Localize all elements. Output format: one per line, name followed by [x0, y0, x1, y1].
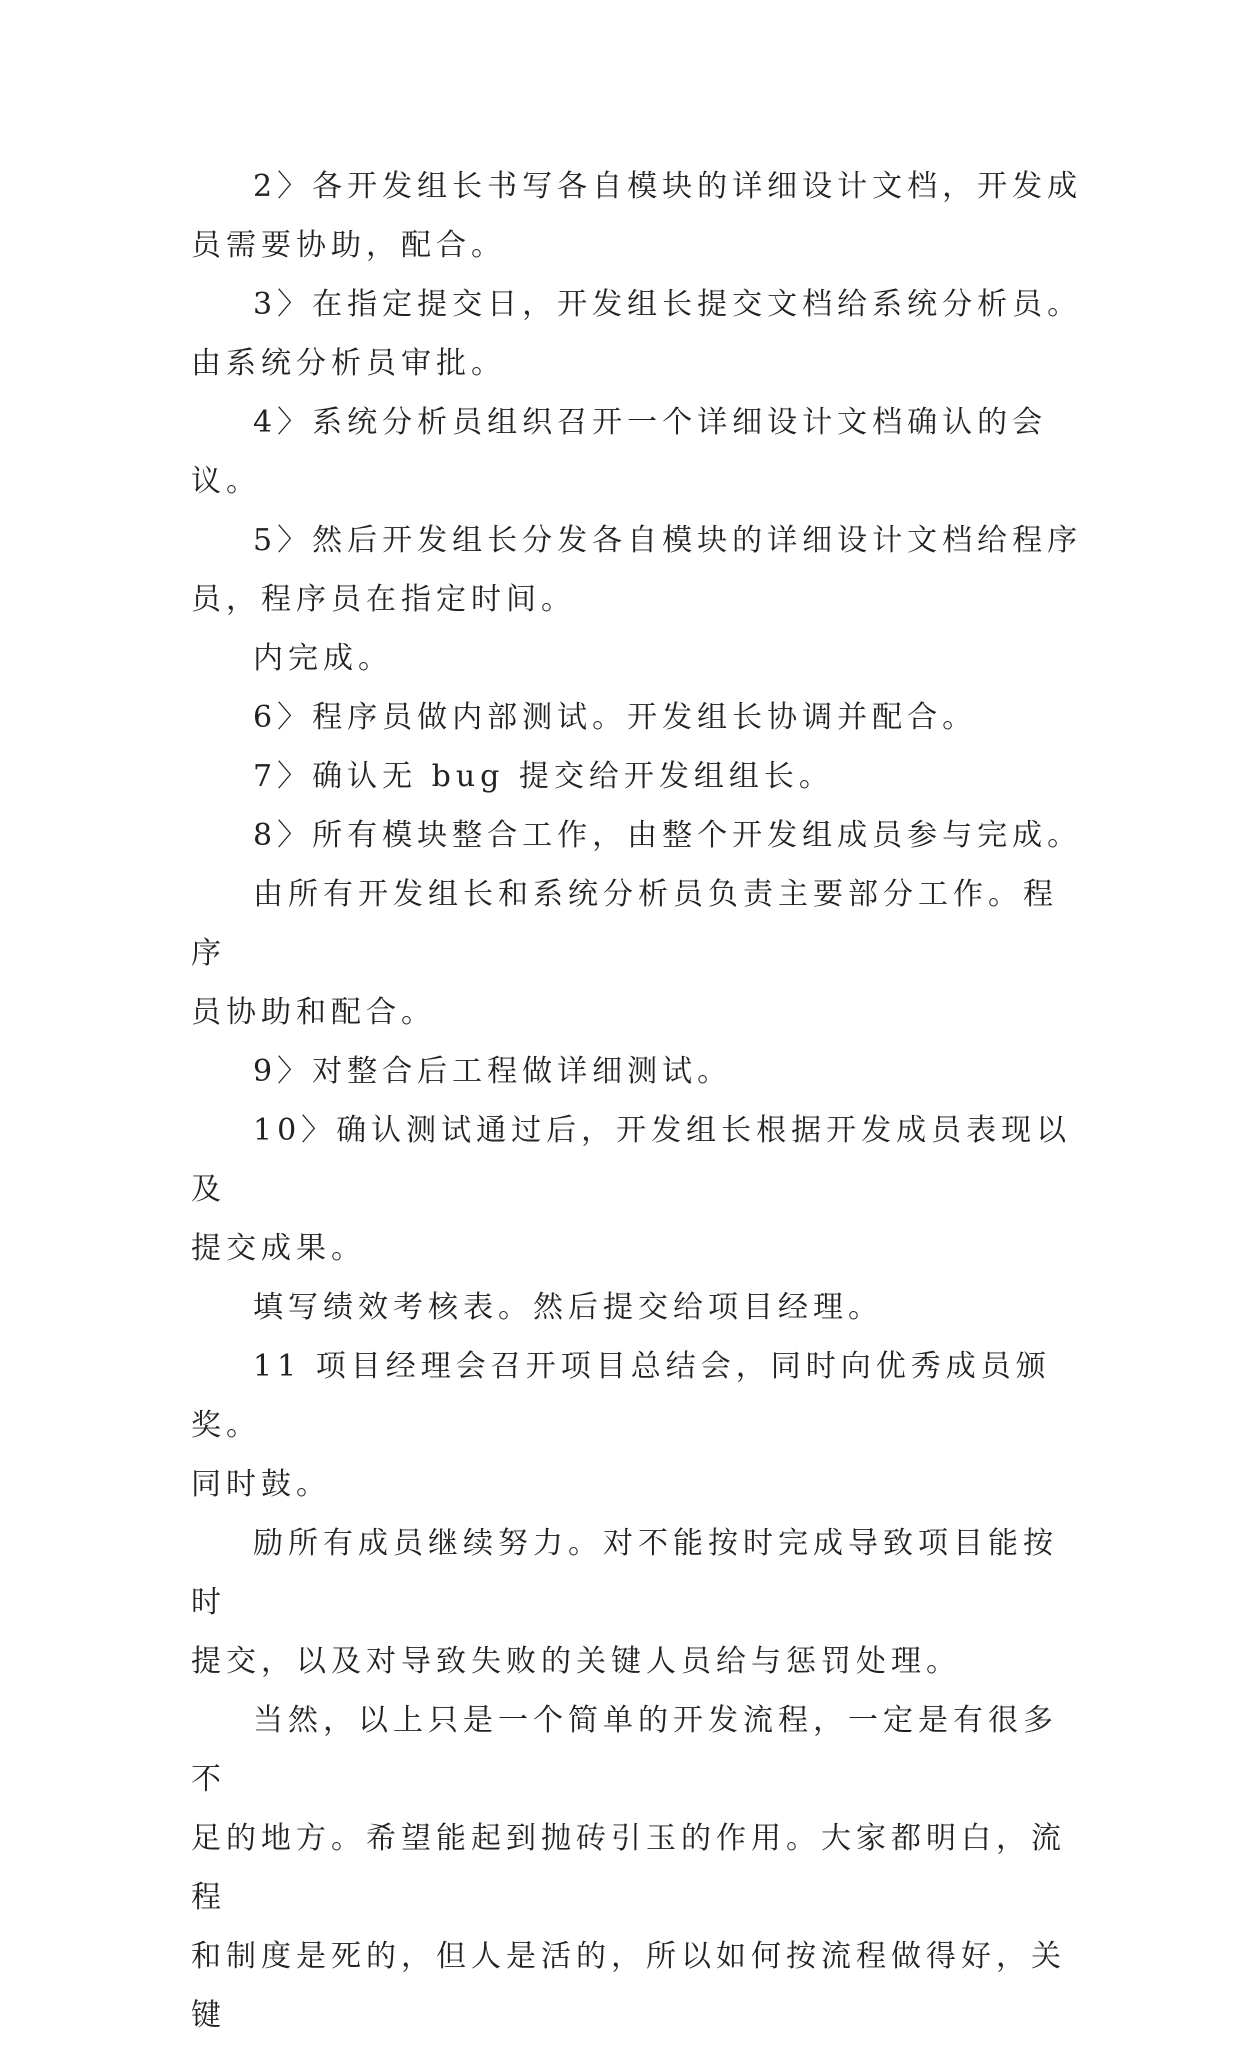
- paragraph-step-7: 7〉确认无 bug 提交给开发组组长。: [253, 759, 834, 794]
- paragraph-step-8: 8〉所有模块整合工作，由整个开发组成员参与完成。: [253, 818, 1083, 853]
- paragraph-step-6: 6〉程序员做内部测试。开发组长协调并配合。: [253, 700, 978, 735]
- paragraph-conclusion: 当然，以上只是一个简单的开发流程，一定是有很多不 足的地方。希望能起到抛砖引玉的作用。大家都明白，流程 和制度是死的，但人是活的，所以如何按流程做得好，关键: [191, 1703, 1066, 2033]
- paragraph-step-8-continued: 由所有开发组长和系统分析员负责主要部分工作。程序 员协助和配合。: [191, 877, 1058, 1030]
- document-body: [191, 157, 1091, 2045]
- paragraph-step-10: 10〉确认测试通过后，开发组长根据开发成员表现以及 提交成果。: [191, 1113, 1072, 1266]
- paragraph-step-11: 11 项目经理会召开项目总结会，同时向优秀成员颁奖。 同时鼓。: [191, 1349, 1051, 1502]
- paragraph-step-5: 5〉然后开发组长分发各自模块的详细设计文档给程序 员，程序员在指定时间。: [191, 523, 1083, 617]
- paragraph-step-3: 3〉在指定提交日，开发组长提交文档给系统分析员。 由系统分析员审批。: [191, 287, 1083, 381]
- paragraph-step-11-continued: 励所有成员继续努力。对不能按时完成导致项目能按时 提交，以及对导致失败的关键人员给与惩罚处理。: [191, 1526, 1058, 1679]
- paragraph-step-9: 9〉对整合后工程做详细测试。: [253, 1054, 733, 1089]
- paragraph-step-5-continued: 内完成。: [253, 641, 393, 676]
- paragraph-step-10-continued: 填写绩效考核表。然后提交给项目经理。: [253, 1290, 883, 1325]
- paragraph-step-2: 2〉各开发组长书写各自模块的详细设计文档，开发成 员需要协助，配合。: [191, 169, 1083, 263]
- paragraph-step-4: 4〉系统分析员组织召开一个详细设计文档确认的会议。: [191, 405, 1048, 499]
